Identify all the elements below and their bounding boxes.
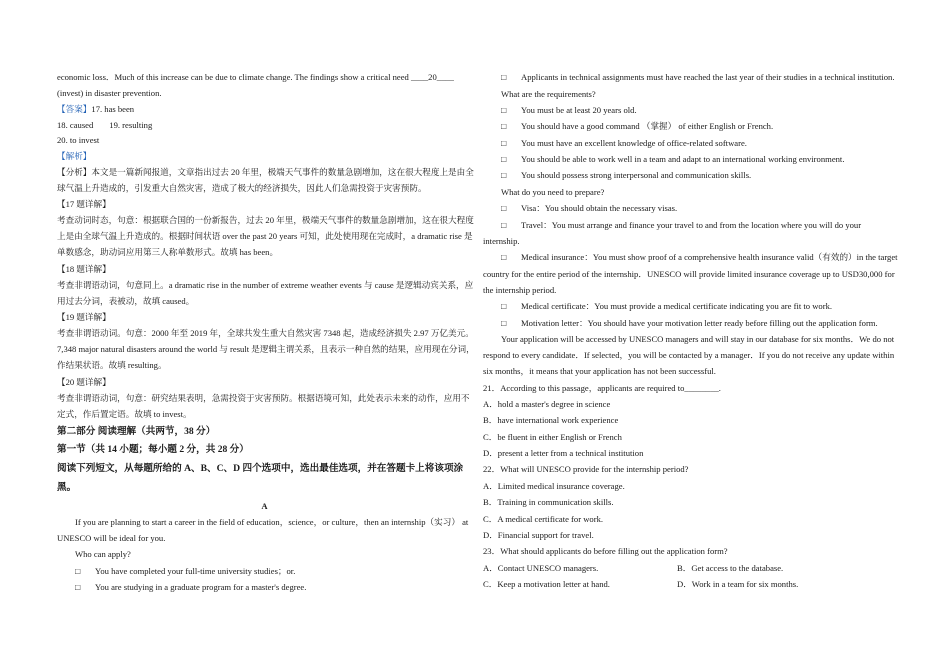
option: D．Financial support for travel.	[483, 530, 594, 540]
q17-line: 上是由全球气温上升造成的。根据时间状语 over the past 20 years 可知，此处使用现在完成时，a dramatic rise 是	[57, 231, 473, 241]
text-line: economic loss．Much of this increase can be due to climate change. The findings show a critical need ____20____	[57, 72, 454, 82]
text-line: Your application will be accessed by UNESCO managers and will stay in our database for six months．We do not	[501, 334, 895, 344]
list-item: □ You should have a good command （掌握） of either English or French.	[501, 121, 774, 131]
list-item: □ You must be at least 20 years old.	[501, 105, 637, 115]
list-item: □ You must have an excellent knowledge of office-related software.	[501, 138, 747, 148]
list-item: □ Medical insurance：You must show proof of a comprehensive health insurance valid（有效的）in the target	[501, 252, 898, 262]
bullet-icon: □	[501, 72, 507, 82]
list-item: □ You have completed your full-time university studies；or.	[75, 566, 296, 576]
option: A．Contact UNESCO managers.	[483, 563, 599, 573]
part2-heading: 第二部分 阅读理解（共两节，38 分）	[57, 426, 216, 437]
bullet-icon: □	[501, 318, 507, 328]
option: D．present a letter from a technical institution	[483, 448, 644, 458]
q18-tag: 【18 题详解】	[57, 264, 111, 274]
analysis-tag: 【解析】	[57, 151, 92, 161]
list-item: □ Travel：You must arrange and finance your travel to and from the location where you will do your	[501, 220, 862, 230]
list-item: □ You should be able to work well in a team and adapt to an international working environment.	[501, 154, 845, 164]
q19-line: 考查非谓语动词。句意：2000 年至 2019 年，全球共发生重大自然灾害 7348 起，造成经济损失 2.97 万亿美元。	[57, 328, 474, 338]
option: B．Training in communication skills.	[483, 497, 614, 507]
text-line: six months，it means that your application has not been successful.	[483, 366, 716, 376]
option: A．Limited medical insurance coverage.	[483, 481, 625, 491]
bullet-icon: □	[501, 220, 507, 230]
passage-title: A	[261, 501, 268, 511]
text-line: respond to every candidate．If selected，you will be contacted by a manager．If you do not receive any update within	[483, 350, 895, 360]
bullet-icon: □	[501, 121, 507, 131]
bullet-icon: □	[501, 252, 507, 262]
q19-line: 7,348 major natural disasters around the world 与 result 是逻辑主谓关系，且表示一种自然的结果，应用现在分词，	[57, 344, 475, 354]
q20-tag: 【20 题详解】	[57, 377, 111, 387]
option: D．Work in a team for six months.	[677, 579, 799, 589]
answer-tag: 【答案】	[57, 104, 92, 114]
option: A．hold a master's degree in science	[483, 399, 611, 409]
text-line: country for the entire period of the internship．UNESCO will provide limited insurance coverage up to USD30,000 for	[483, 269, 895, 279]
q18-line: 考查非谓语动词，句意同上。a dramatic rise in the number of extreme weather events 与 cause 是逻辑动宾关系，应	[57, 280, 474, 290]
question-22: 22．What will UNESCO provide for the internship period?	[483, 464, 689, 474]
bullet-icon: □	[501, 203, 507, 213]
passage-line: UNESCO will be ideal for you.	[57, 533, 166, 543]
answer-line: 20. to invest	[57, 135, 100, 145]
bullet-icon: □	[75, 566, 81, 576]
bullet-icon: □	[501, 105, 507, 115]
list-item: □ Medical certificate：You must provide a medical certificate indicating you are fit to work.	[501, 301, 833, 311]
bullet-icon: □	[501, 154, 507, 164]
text-line: the internship period.	[483, 285, 557, 295]
q20-line: 定式，作后置定语。故填 to invest。	[57, 409, 192, 419]
answer-line: 【答案】17. has been	[57, 104, 135, 114]
instruction-line: 阅读下列短文，从每题所给的 A、B、C、D 四个选项中，选出最佳选项，并在答题卡上将该项涂	[57, 463, 464, 474]
q20-line: 考查非谓语动词，句意：研究结果表明，急需投资于灾害预防。根据语境可知，此处表示未来的动作，应用不	[57, 393, 470, 403]
q18-line: 用过去分词，表被动，故填 caused。	[57, 296, 195, 306]
q17-tag: 【17 题详解】	[57, 199, 111, 209]
q17-line: 考查动词时态，句意：根据联合国的一份新报告，过去 20 年里，极端天气事件的数量急剧增加，这在很大程度	[57, 215, 474, 225]
q19-tag: 【19 题详解】	[57, 312, 111, 322]
section1-heading: 第一节（共 14 小题；每小题 2 分，共 28 分）	[57, 444, 249, 455]
option: C．A medical certificate for work.	[483, 514, 604, 524]
text-line: (invest) in disaster prevention.	[57, 88, 162, 98]
bullet-icon: □	[501, 301, 507, 311]
passage-line: If you are planning to start a career in the field of education，science，or culture，then an internship（实习） at	[75, 517, 469, 527]
analysis-line: 【分析】本文是一篇新闻报道，文章指出过去 20 年里，极端天气事件的数量急剧增加，这在很大程度上是由全	[57, 167, 474, 177]
list-item: □ Motivation letter：You should have your motivation letter ready before filling out the application form.	[501, 318, 878, 328]
prepare-heading: What do you need to prepare?	[501, 187, 605, 197]
q17-line: 单数感念，助动词应用第三人称单数形式。故填 has been。	[57, 247, 279, 257]
who-heading: Who can apply?	[75, 549, 131, 559]
bullet-icon: □	[501, 170, 507, 180]
q19-line: 作结果状语。故填 resulting。	[57, 360, 167, 370]
option: B．have international work experience	[483, 415, 619, 425]
question-23: 23．What should applicants do before filling out the application form?	[483, 546, 728, 556]
option: C．Keep a motivation letter at hand.	[483, 579, 610, 589]
instruction-line: 黑。	[57, 482, 77, 493]
requirements-heading: What are the requirements?	[501, 89, 596, 99]
option: B．Get access to the database.	[677, 563, 784, 573]
option: C．be fluent in either English or French	[483, 432, 622, 442]
analysis-line: 球气温上升造成的，引发重大自然灾害，造成了极大的经济损失，因此人们急需投资于灾害预防。	[57, 183, 427, 193]
text-line: internship.	[483, 236, 520, 246]
list-item: □ You are studying in a graduate program for a master's degree.	[75, 582, 307, 592]
answer-line: 18. caused 19. resulting	[57, 120, 153, 130]
blank-20: ____20____	[410, 72, 454, 82]
bullet-icon: □	[75, 582, 81, 592]
bullet-icon: □	[501, 138, 507, 148]
question-21: 21．According to this passage，applicants are required to________.	[483, 383, 721, 393]
list-item: □ You should possess strong interpersonal and communication skills.	[501, 170, 752, 180]
list-item: □ Visa：You should obtain the necessary visas.	[501, 203, 678, 213]
list-item: □ Applicants in technical assignments must have reached the last year of their studies in a technical institution.	[501, 72, 895, 82]
